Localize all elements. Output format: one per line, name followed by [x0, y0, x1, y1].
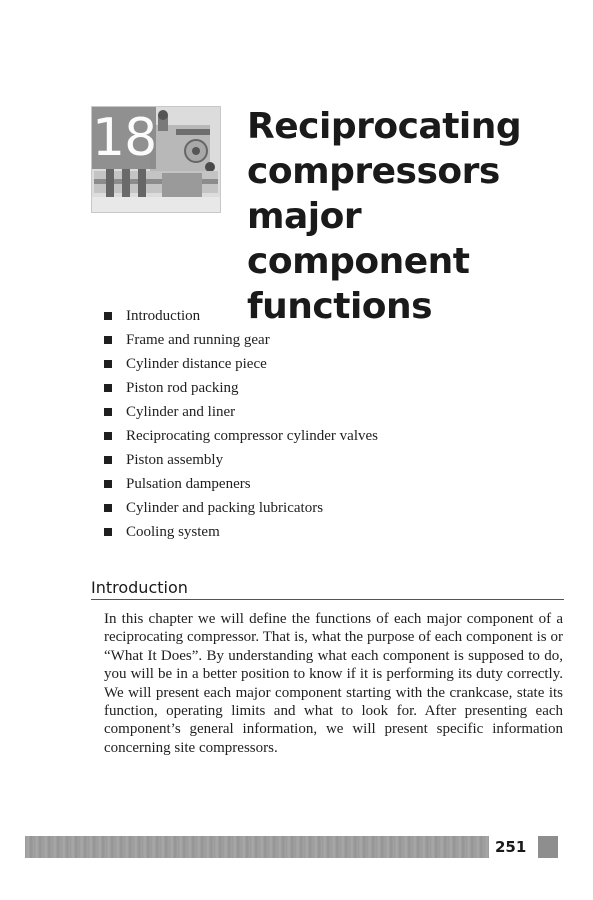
- paragraph-line: limits and what to look for. After presenting each component’s general: [104, 703, 564, 738]
- contents-item-label: Piston assembly: [126, 452, 224, 468]
- chapter-title-line: major component: [247, 196, 470, 282]
- paragraph-line: component starting with the crankcase, state its function, operating: [104, 684, 563, 720]
- square-bullet-icon: [104, 360, 112, 368]
- paragraph-line: information, we will present specific information concerning site: [104, 721, 564, 756]
- contents-item: [104, 520, 378, 544]
- footer-marker: [538, 836, 558, 858]
- page-number: 251: [495, 838, 527, 856]
- paragraph-line: In this chapter we will define the functions of each major component of: [104, 611, 552, 627]
- square-bullet-icon: [104, 408, 112, 416]
- contents-item-label: Cylinder distance piece: [126, 356, 267, 372]
- contents-item: [104, 352, 378, 376]
- paragraph-line: compressors.: [198, 739, 278, 756]
- contents-item: [104, 400, 378, 424]
- square-bullet-icon: [104, 480, 112, 488]
- contents-item: [104, 472, 378, 496]
- contents-item: [104, 304, 378, 328]
- paragraph-line: component is supposed to do, you will be in a better position to know: [104, 647, 563, 683]
- section-heading: Introduction: [91, 578, 188, 597]
- contents-item-label: Reciprocating compressor cylinder valves: [126, 428, 378, 444]
- chapter-title-line: compressors: [247, 151, 500, 192]
- chapter-title: [247, 104, 577, 329]
- contents-item-label: Introduction: [126, 308, 201, 324]
- footer-bar: [25, 836, 489, 858]
- contents-item: [104, 328, 378, 352]
- chapter-title-line: Reciprocating: [247, 106, 522, 147]
- square-bullet-icon: [104, 528, 112, 536]
- square-bullet-icon: [104, 432, 112, 440]
- paragraph-line: component is or “What It Does”. By understanding what each: [104, 629, 563, 664]
- paragraph-line: a reciprocating compressor. That is, what the purpose of each: [104, 611, 564, 646]
- square-bullet-icon: [104, 456, 112, 464]
- square-bullet-icon: [104, 504, 112, 512]
- contents-item-label: Cylinder and liner: [126, 404, 236, 420]
- contents-item-label: Piston rod packing: [126, 380, 239, 396]
- contents-item: [104, 448, 378, 472]
- paragraph-line: if it is performing its duty correctly. We will present each major: [104, 666, 564, 701]
- introduction-paragraph: [104, 610, 563, 757]
- contents-item: [104, 376, 378, 400]
- contents-item-label: Cooling system: [126, 524, 220, 540]
- chapter-number: 18: [92, 108, 157, 168]
- contents-item: [104, 424, 378, 448]
- chapter-contents-list: [104, 304, 378, 544]
- square-bullet-icon: [104, 336, 112, 344]
- square-bullet-icon: [104, 312, 112, 320]
- contents-item-label: Pulsation dampeners: [126, 476, 251, 492]
- contents-item-label: Frame and running gear: [126, 332, 270, 348]
- chapter-badge: [91, 106, 221, 213]
- chapter-title-line: functions: [247, 286, 433, 327]
- contents-item-label: Cylinder and packing lubricators: [126, 500, 324, 516]
- contents-item: [104, 496, 378, 520]
- square-bullet-icon: [104, 384, 112, 392]
- section-divider: [91, 599, 564, 600]
